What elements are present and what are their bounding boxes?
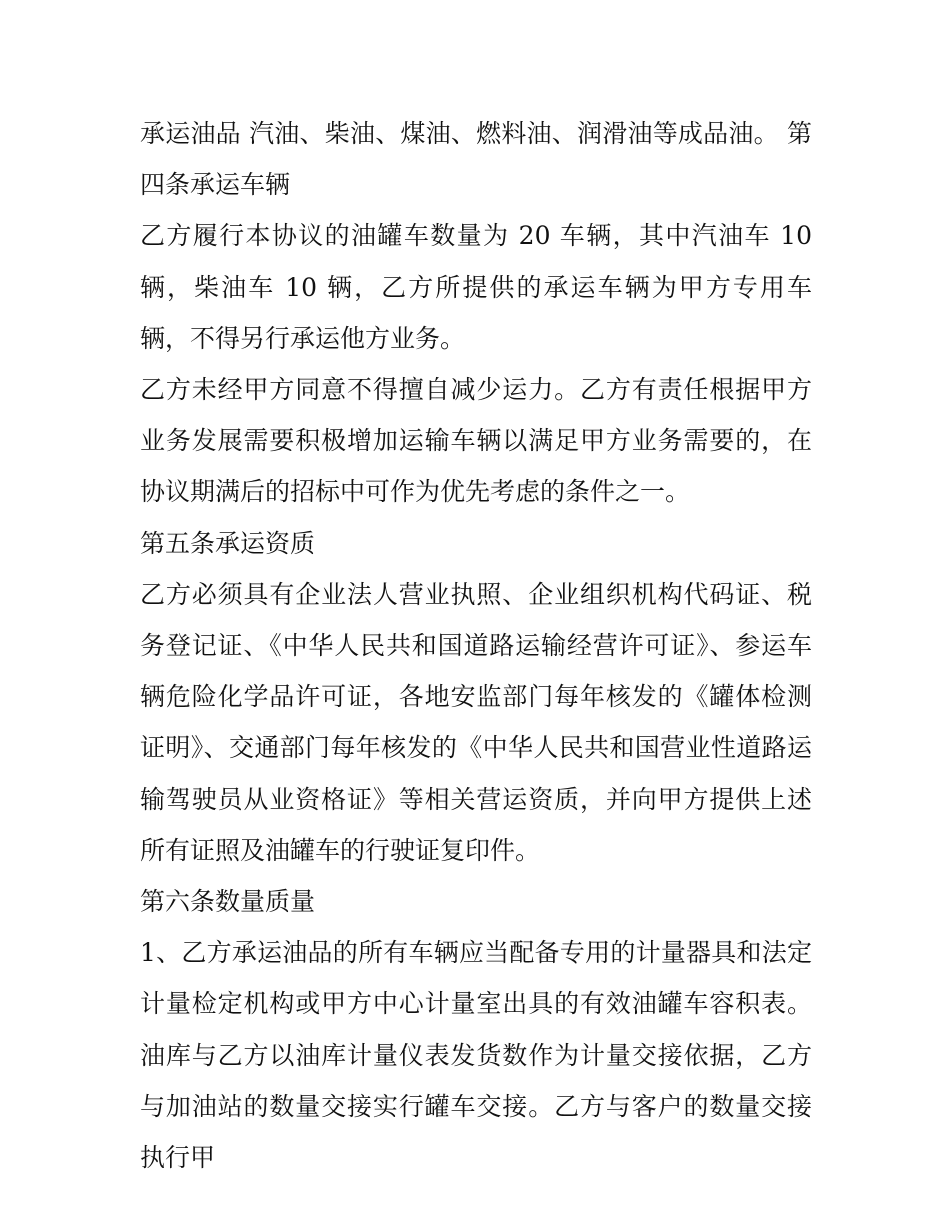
document-body bbox=[140, 108, 812, 1183]
paragraph-quantity-handover: 1、乙方承运油品的所有车辆应当配备专用的计量器具和法定计量检定机构或甲方中心计量室出具的有效油罐车容积表。油库与乙方以油库计量仪表发货数作为计量交接依据，乙方与加油站的数量交接实行罐车交接。乙方与客户的数量交接执行甲 bbox=[140, 938, 812, 1173]
paragraph-capacity-obligation: 乙方未经甲方同意不得擅自减少运力。乙方有责任根据甲方业务发展需要积极增加运输车辆以满足甲方业务需要的，在协议期满后的招标中可作为优先考虑的条件之一。 bbox=[140, 375, 812, 507]
paragraph-vehicle-count: 乙方履行本协议的油罐车数量为 20 车辆，其中汽油车 10 辆，柴油车 10 辆，乙方所提供的承运车辆为甲方专用车辆，不得另行承运他方业务。 bbox=[140, 221, 812, 353]
heading-article-6: 第六条数量质量 bbox=[140, 887, 316, 917]
paragraph-cargo-and-article-4-heading: 承运油品 汽油、柴油、煤油、燃料油、润滑油等成品油。 第四条承运车辆 bbox=[140, 119, 812, 200]
heading-article-5: 第五条承运资质 bbox=[140, 528, 316, 558]
paragraph-qualifications: 乙方必须具有企业法人营业执照、企业组织机构代码证、税务登记证、《中华人民共和国道路运输经营许可证》、参运车辆危险化学品许可证，各地安监部门每年核发的《罐体检测证明》、交通部门每年核发的《中华人民共和国营业性道路运输驾驶员从业资格证》等相关营运资质，并向甲方提供上述所有证照及油罐车的行驶证复印件。 bbox=[140, 579, 812, 865]
